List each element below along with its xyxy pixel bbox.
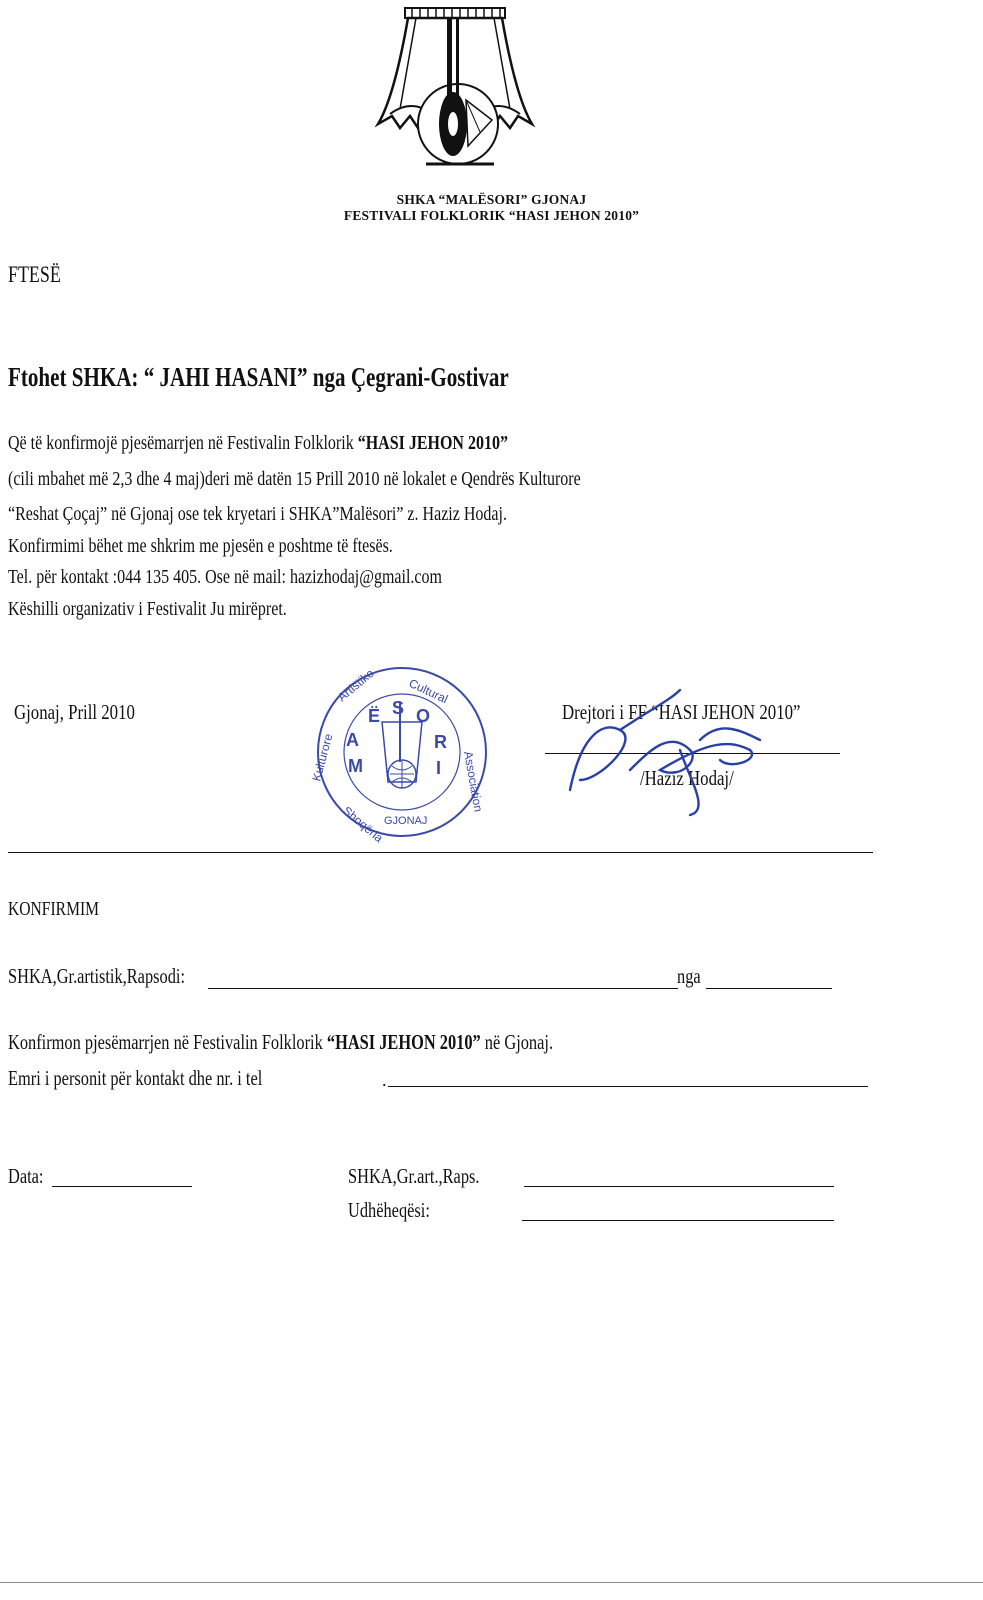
- confirmation-title: KONFIRMIM: [8, 898, 100, 920]
- round-stamp: [309, 662, 492, 846]
- director-name: /Haziz Hodaj/: [640, 766, 734, 790]
- svg-text:Shoqëria: Shoqëria: [340, 803, 386, 846]
- body-line: Që të konfirmojë pjesëmarrjen në Festivalin Folklorik “HASI JEHON 2010”: [8, 432, 508, 454]
- svg-text:S: S: [392, 698, 405, 718]
- contact-label: Emri i personit për kontakt dhe nr. i tel: [8, 1066, 263, 1090]
- group-label: SHKA,Gr.artistik,Rapsodi:: [8, 964, 185, 988]
- svg-text:Artistike: Artistike: [334, 666, 377, 705]
- body-line: “Reshat Çoçaj” në Gjonaj ose tek kryetari i SHKA”Malësori” z. Haziz Hodaj.: [8, 503, 507, 525]
- svg-text:A: A: [346, 730, 359, 750]
- dot-mark: .: [382, 1070, 387, 1090]
- group-field-2[interactable]: [524, 1186, 834, 1187]
- leader-label-1: SHKA,Gr.art.,Raps.: [348, 1164, 480, 1188]
- body-line: Këshilli organizativ i Festivalit Ju mirëpret.: [8, 598, 287, 620]
- leader-label-2: Udhëheqësi:: [348, 1198, 430, 1222]
- contact-field[interactable]: [388, 1086, 868, 1087]
- svg-text:GJONAJ: GJONAJ: [384, 815, 428, 827]
- origin-field[interactable]: [706, 988, 832, 989]
- svg-text:I: I: [436, 758, 442, 778]
- body-line: (cili mbahet më 2,3 dhe 4 maj)deri më datën 15 Prill 2010 në lokalet e Qendrës Kulturore: [8, 468, 581, 490]
- date-field[interactable]: [52, 1186, 192, 1187]
- leader-field[interactable]: [522, 1220, 834, 1221]
- festival-logo: [370, 4, 540, 184]
- festival-name: FESTIVALI FOLKLORIK “HASI JEHON 2010”: [343, 208, 640, 223]
- svg-text:Kulturore: Kulturore: [309, 732, 336, 783]
- director-title: Drejtori i FF “HASI JEHON 2010”: [562, 700, 801, 724]
- svg-text:O: O: [416, 706, 431, 726]
- invited-group: Ftohet SHKA: “ JAHI HASANI” nga Çegrani-Gostivar: [8, 362, 509, 392]
- group-name-field[interactable]: [208, 988, 678, 989]
- svg-text:R: R: [434, 732, 447, 752]
- place-date: Gjonaj, Prill 2010: [14, 700, 135, 724]
- svg-text:Association: Association: [461, 750, 486, 813]
- body-line: Konfirmimi bëhet me shkrim me pjesën e poshtme të ftesës.: [8, 535, 393, 557]
- section-divider: [8, 852, 873, 853]
- confirmation-statement: Konfirmon pjesëmarrjen në Festivalin Folklorik “HASI JEHON 2010” në Gjonaj.: [8, 1030, 554, 1054]
- org-name: SHKA “MALËSORI” GJONAJ: [396, 192, 587, 207]
- svg-text:Cultural: Cultural: [406, 676, 451, 707]
- from-label: nga: [677, 964, 701, 988]
- scan-edge: [0, 1582, 983, 1583]
- svg-text:M: M: [348, 756, 363, 776]
- date-label: Data:: [8, 1164, 44, 1188]
- handwritten-signature: [560, 680, 790, 820]
- svg-text:Ë: Ë: [368, 706, 381, 726]
- invitation-title: FTESË: [8, 262, 61, 287]
- contact-line: Tel. për kontakt :044 135 405. Ose në mail: hazizhodaj@gmail.com: [8, 566, 442, 588]
